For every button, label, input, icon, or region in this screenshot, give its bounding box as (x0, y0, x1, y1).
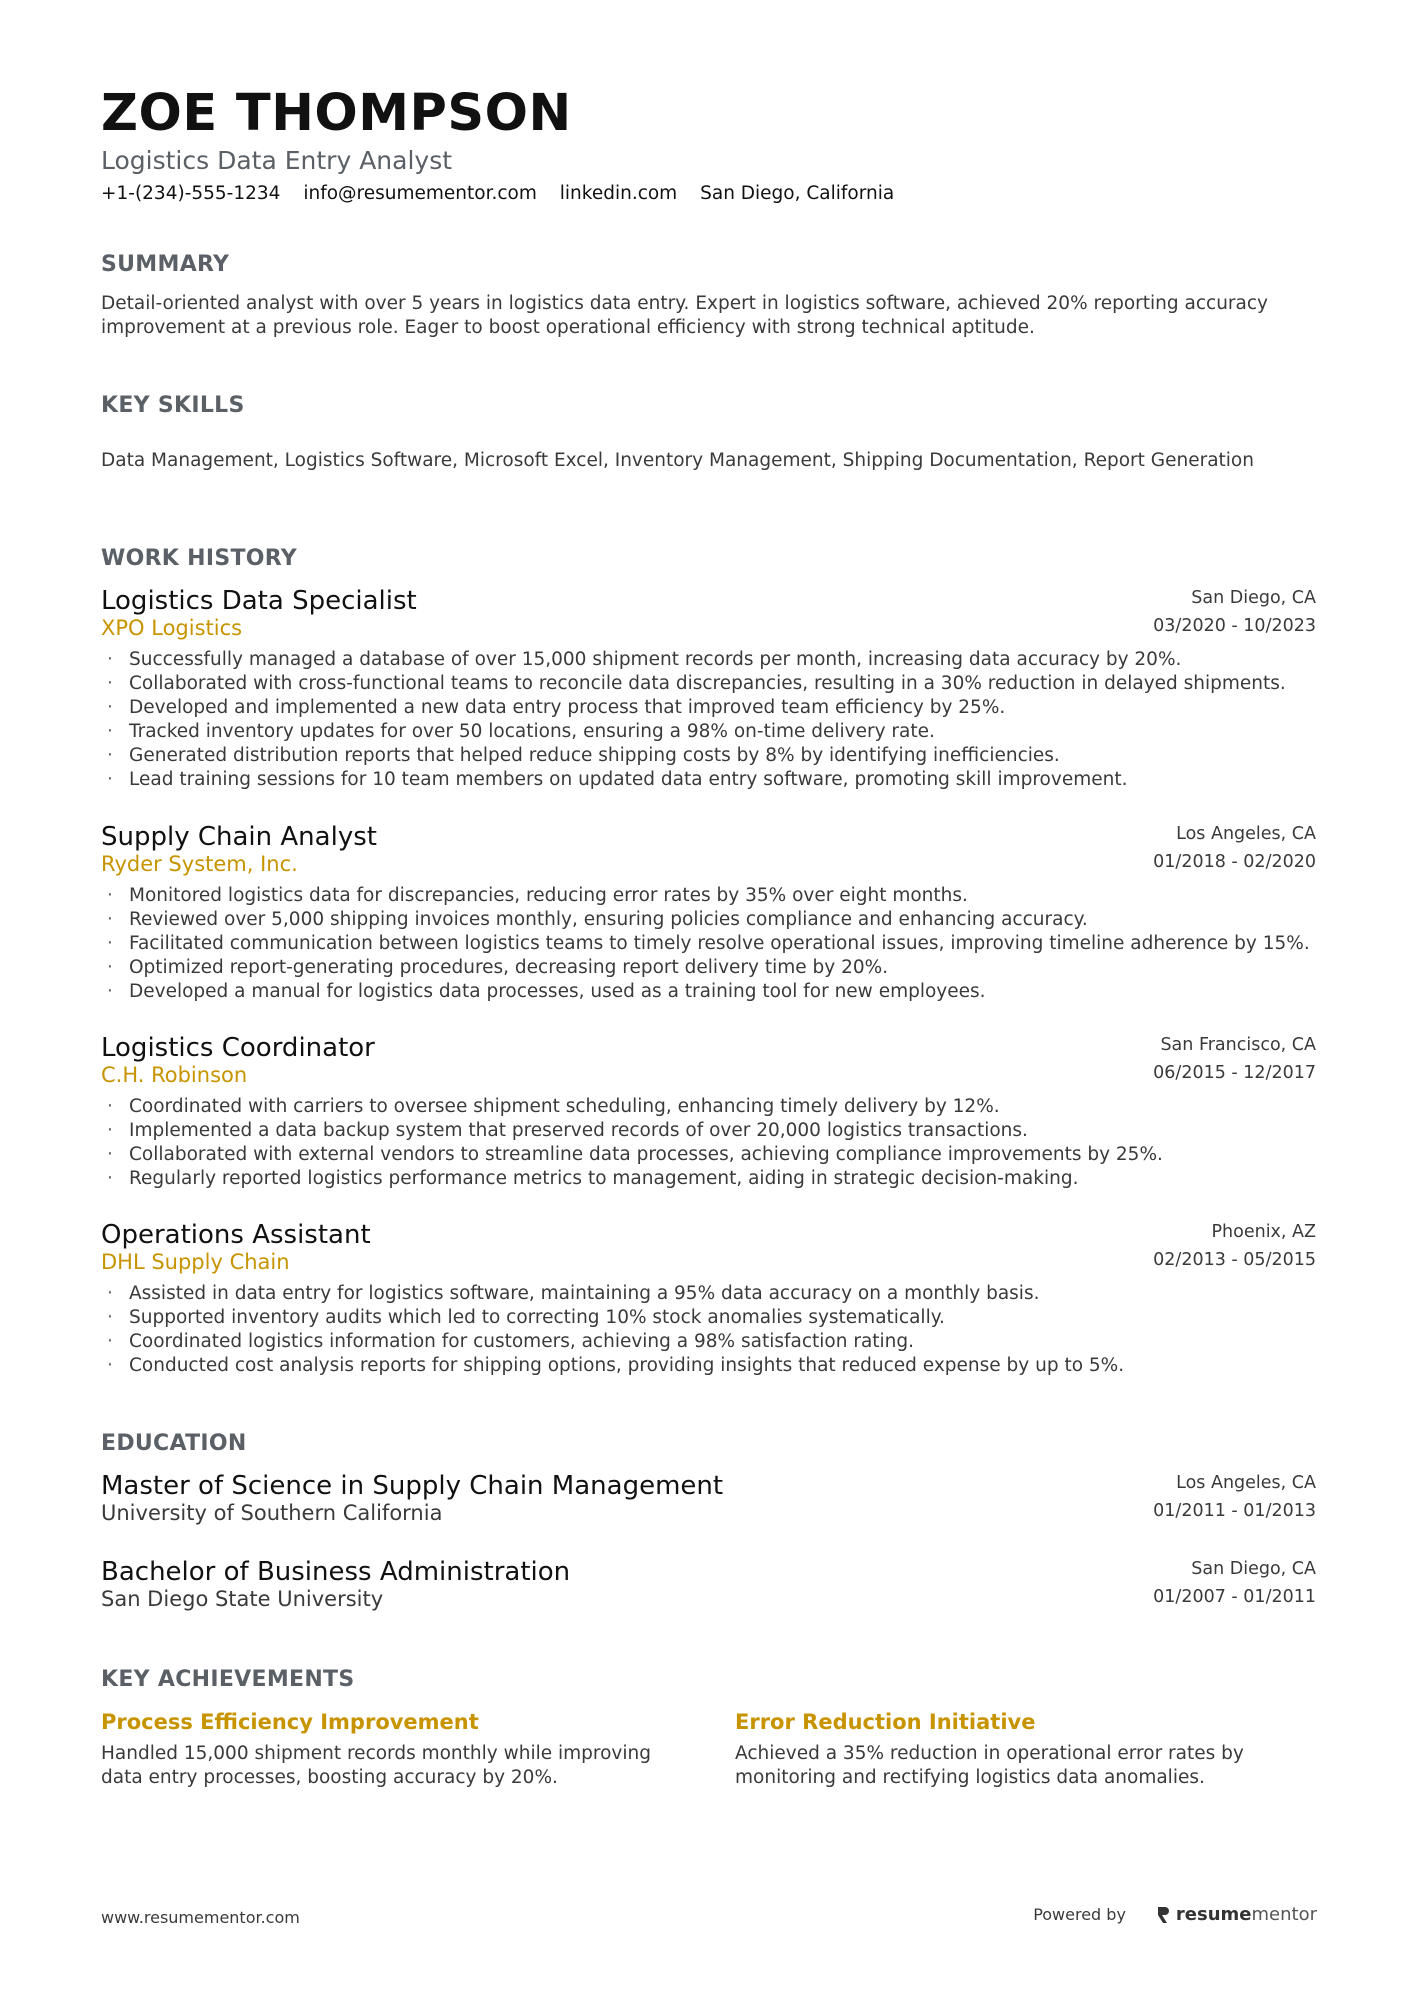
job-bullet: · Successfully managed a database of over 15,000 shipment records per month, increasing data accuracy by 20%. (101, 648, 1316, 672)
achievement-title: Error Reduction Initiative (735, 1710, 1036, 1734)
job-entry (101, 822, 1316, 1004)
job-bullets (101, 884, 1316, 1004)
education-school: University of Southern California (101, 1501, 443, 1525)
resumementor-logo-icon (1156, 1905, 1170, 1925)
job-bullet: · Implemented a data backup system that preserved records of over 20,000 logistics transactions. (101, 1119, 1316, 1143)
job-company: Ryder System, Inc. (101, 852, 298, 876)
work-section (101, 546, 1316, 571)
footer-branding (1033, 1904, 1317, 1925)
summary-section (101, 252, 1316, 340)
job-dates: 03/2020 - 10/2023 (1153, 616, 1316, 636)
achievements-section (101, 1667, 1316, 1692)
skills-heading: KEY SKILLS (101, 393, 245, 418)
job-bullets (101, 648, 1316, 792)
education-school: San Diego State University (101, 1587, 384, 1611)
achievement-line: Achieved a 35% reduction in operational error rates by (735, 1743, 1244, 1764)
summary-line: improvement at a previous role. Eager to boost operational efficiency with strong technical aptitude. (101, 317, 1035, 338)
education-location: San Diego, CA (1191, 1559, 1316, 1579)
achievement-text (735, 1742, 1315, 1790)
education-location: Los Angeles, CA (1176, 1473, 1316, 1493)
job-bullet: · Regularly reported logistics performance metrics to management, aiding in strategic decision-making. (101, 1167, 1316, 1191)
education-dates: 01/2011 - 01/2013 (1153, 1501, 1316, 1521)
job-bullet: · Lead training sessions for 10 team members on updated data entry software, promoting skill improvement. (101, 768, 1316, 792)
contact-email[interactable]: info@resumementor.com (303, 183, 537, 204)
contact-line (101, 183, 911, 204)
job-location: San Francisco, CA (1160, 1035, 1316, 1055)
education-heading: EDUCATION (101, 1431, 247, 1456)
job-entry (101, 586, 1316, 792)
job-title: Operations Assistant (101, 1220, 371, 1250)
job-bullet: · Collaborated with external vendors to streamline data processes, achieving compliance improvements by 25%. (101, 1143, 1316, 1167)
candidate-title: Logistics Data Entry Analyst (101, 146, 453, 175)
contact-phone[interactable]: +1-(234)-555-1234 (101, 183, 281, 204)
job-bullet: · Developed a manual for logistics data processes, used as a training tool for new employees. (101, 980, 1316, 1004)
job-bullet: · Generated distribution reports that helped reduce shipping costs by 8% by identifying inefficiencies. (101, 744, 1316, 768)
job-bullet: · Coordinated with carriers to oversee shipment scheduling, enhancing timely delivery by 12%. (101, 1095, 1316, 1119)
job-bullet: · Optimized report-generating procedures, decreasing report delivery time by 20%. (101, 956, 1316, 980)
brand-name-light: mentor (1251, 1904, 1317, 1925)
job-entry (101, 1220, 1316, 1378)
job-bullet: · Coordinated logistics information for customers, achieving a 98% satisfaction rating. (101, 1330, 1316, 1354)
work-heading: WORK HISTORY (101, 546, 298, 571)
job-title: Logistics Data Specialist (101, 586, 417, 616)
achievement-item (101, 1710, 681, 1790)
summary-line: Detail-oriented analyst with over 5 years in logistics data entry. Expert in logistics software, achieved 20% reporting accuracy (101, 293, 1268, 314)
job-dates: 06/2015 - 12/2017 (1153, 1063, 1316, 1083)
brand-name-bold: resume (1175, 1904, 1252, 1925)
job-bullet: · Monitored logistics data for discrepancies, reducing error rates by 35% over eight months. (101, 884, 1316, 908)
job-company: DHL Supply Chain (101, 1250, 290, 1274)
job-title: Logistics Coordinator (101, 1033, 375, 1063)
job-bullet: · Facilitated communication between logistics teams to timely resolve operational issues, improving timeline adherence by 15%. (101, 932, 1316, 956)
education-entry (101, 1557, 1316, 1617)
job-bullets (101, 1282, 1316, 1378)
job-location: Los Angeles, CA (1176, 824, 1316, 844)
job-bullet: · Assisted in data entry for logistics software, maintaining a 95% data accuracy on a monthly basis. (101, 1282, 1316, 1306)
education-entry (101, 1471, 1316, 1531)
job-title: Supply Chain Analyst (101, 822, 377, 852)
achievement-text (101, 1742, 681, 1790)
resume-page (101, 0, 1316, 1995)
education-degree: Bachelor of Business Administration (101, 1557, 571, 1587)
skills-section (101, 393, 1316, 473)
powered-by-label: Powered by (1033, 1905, 1126, 1924)
job-bullet: · Conducted cost analysis reports for shipping options, providing insights that reduced expense by up to 5%. (101, 1354, 1316, 1378)
job-location: San Diego, CA (1191, 588, 1316, 608)
job-location: Phoenix, AZ (1211, 1222, 1316, 1242)
job-bullet: · Collaborated with cross-functional teams to reconcile data discrepancies, resulting in a 30% reduction in delayed shipments. (101, 672, 1316, 696)
summary-heading: SUMMARY (101, 252, 230, 277)
contact-location: San Diego, California (700, 183, 895, 204)
job-bullet: · Developed and implemented a new data entry process that improved team efficiency by 25%. (101, 696, 1316, 720)
job-entry (101, 1033, 1316, 1191)
job-dates: 02/2013 - 05/2015 (1153, 1250, 1316, 1270)
job-bullets (101, 1095, 1316, 1191)
footer-website[interactable]: www.resumementor.com (101, 1908, 300, 1927)
job-company: C.H. Robinson (101, 1063, 248, 1087)
achievements-heading: KEY ACHIEVEMENTS (101, 1667, 355, 1692)
skills-text: Data Management, Logistics Software, Microsoft Excel, Inventory Management, Shipping Documentation, Report Generation (101, 450, 1254, 471)
job-dates: 01/2018 - 02/2020 (1153, 852, 1316, 872)
job-bullet: · Supported inventory audits which led to correcting 10% stock anomalies systematically. (101, 1306, 1316, 1330)
job-bullet: · Tracked inventory updates for over 50 locations, ensuring a 98% on-time delivery rate. (101, 720, 1316, 744)
candidate-name: ZOE THOMPSON (101, 84, 572, 143)
contact-linkedin[interactable]: linkedin.com (559, 183, 678, 204)
summary-text (101, 292, 1316, 340)
achievement-title: Process Efficiency Improvement (101, 1710, 479, 1734)
brand-name[interactable] (1176, 1904, 1317, 1925)
job-bullet: · Reviewed over 5,000 shipping invoices monthly, ensuring policies compliance and enhancing accuracy. (101, 908, 1316, 932)
achievement-line: Handled 15,000 shipment records monthly while improving (101, 1743, 651, 1764)
education-degree: Master of Science in Supply Chain Management (101, 1471, 724, 1501)
achievement-line: monitoring and rectifying logistics data anomalies. (735, 1767, 1205, 1788)
education-section (101, 1431, 1316, 1456)
job-company: XPO Logistics (101, 616, 243, 640)
education-dates: 01/2007 - 01/2011 (1153, 1587, 1316, 1607)
achievement-line: data entry processes, boosting accuracy by 20%. (101, 1767, 558, 1788)
achievement-item (735, 1710, 1315, 1790)
